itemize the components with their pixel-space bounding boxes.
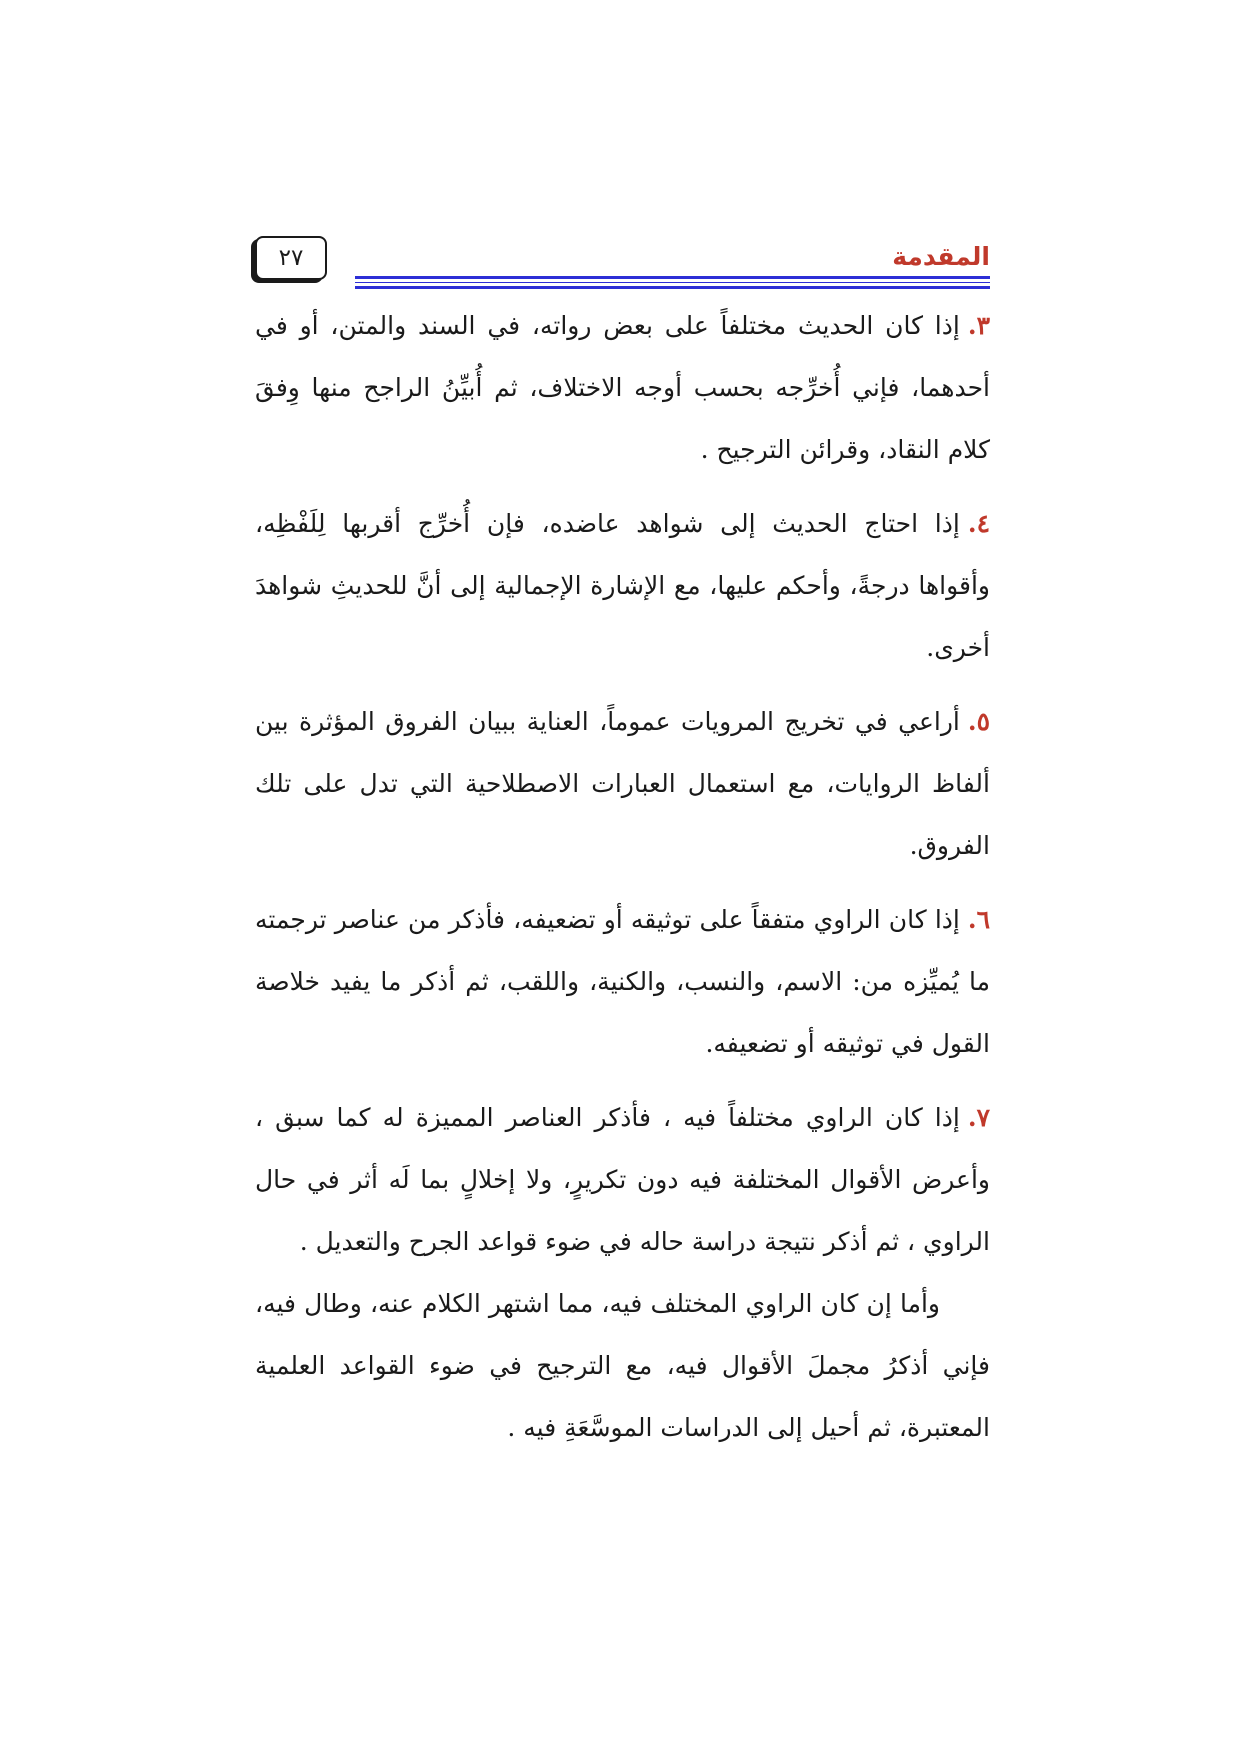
paragraph-number: ٥. <box>967 707 990 736</box>
paragraph-text: وأما إن كان الراوي المختلف فيه، مما اشتهر الكلام عنه، وطال فيه، فإني أذكرُ مجملَ الأقوال فيه، مع الترجيح في ضوء القواعد العلمية المعتبرة، ثم أحيل إلى الدراسات الموسَّعَةِ فيه . <box>255 1289 990 1442</box>
paragraph-number: ٦. <box>967 905 990 934</box>
section-title: المقدمة <box>892 242 990 271</box>
paragraph-6 <box>255 889 990 1075</box>
paragraph-text: إذا كان الراوي مختلفاً فيه ، فأذكر العناصر المميزة له كما سبق ، وأعرض الأقوال المختلفة فيه دون تكريرٍ، ولا إخلالٍ بما لَه أثر في حال الراوي ، ثم أذكر نتيجة دراسة حاله في ضوء قواعد الجرح والتعديل . <box>255 1103 990 1256</box>
page-body <box>255 295 990 1471</box>
paragraph-text: إذا احتاج الحديث إلى شواهد عاضده، فإن أُخرِّج أقربها لِلَفْظِه، وأقواها درجةً، وأحكم عليها، مع الإشارة الإجمالية إلى أنَّ للحديثِ شواهدَ أخرى. <box>255 509 990 662</box>
paragraph-number: ٧. <box>967 1103 990 1132</box>
paragraph-continuation <box>255 1273 990 1459</box>
paragraph-4 <box>255 493 990 679</box>
page-number-box <box>255 236 327 280</box>
page-number: ٢٧ <box>278 245 304 271</box>
paragraph-7 <box>255 1087 990 1273</box>
paragraph-3 <box>255 295 990 481</box>
header-rule <box>355 282 990 283</box>
page-header <box>255 236 990 296</box>
header-rule <box>355 286 990 289</box>
header-rule <box>355 276 990 279</box>
paragraph-number: ٤. <box>967 509 990 538</box>
paragraph-text: إذا كان الحديث مختلفاً على بعض رواته، في السند والمتن، أو في أحدهما، فإني أُخرِّجه بحسب أوجه الاختلاف، ثم أُبيِّنُ الراجح منها وِفقَ كلام النقاد، وقرائن الترجيح . <box>255 311 990 464</box>
paragraph-number: ٣. <box>967 311 990 340</box>
paragraph-text: أراعي في تخريج المرويات عموماً، العناية ببيان الفروق المؤثرة بين ألفاظ الروايات، مع استعمال العبارات الاصطلاحية التي تدل على تلك الفروق. <box>255 707 990 860</box>
paragraph-5 <box>255 691 990 877</box>
paragraph-text: إذا كان الراوي متفقاً على توثيقه أو تضعيفه، فأذكر من عناصر ترجمته ما يُميِّزه من: الاسم، والنسب، والكنية، واللقب، ثم أذكر ما يفيد خلاصة القول في توثيقه أو تضعيفه. <box>255 905 990 1058</box>
